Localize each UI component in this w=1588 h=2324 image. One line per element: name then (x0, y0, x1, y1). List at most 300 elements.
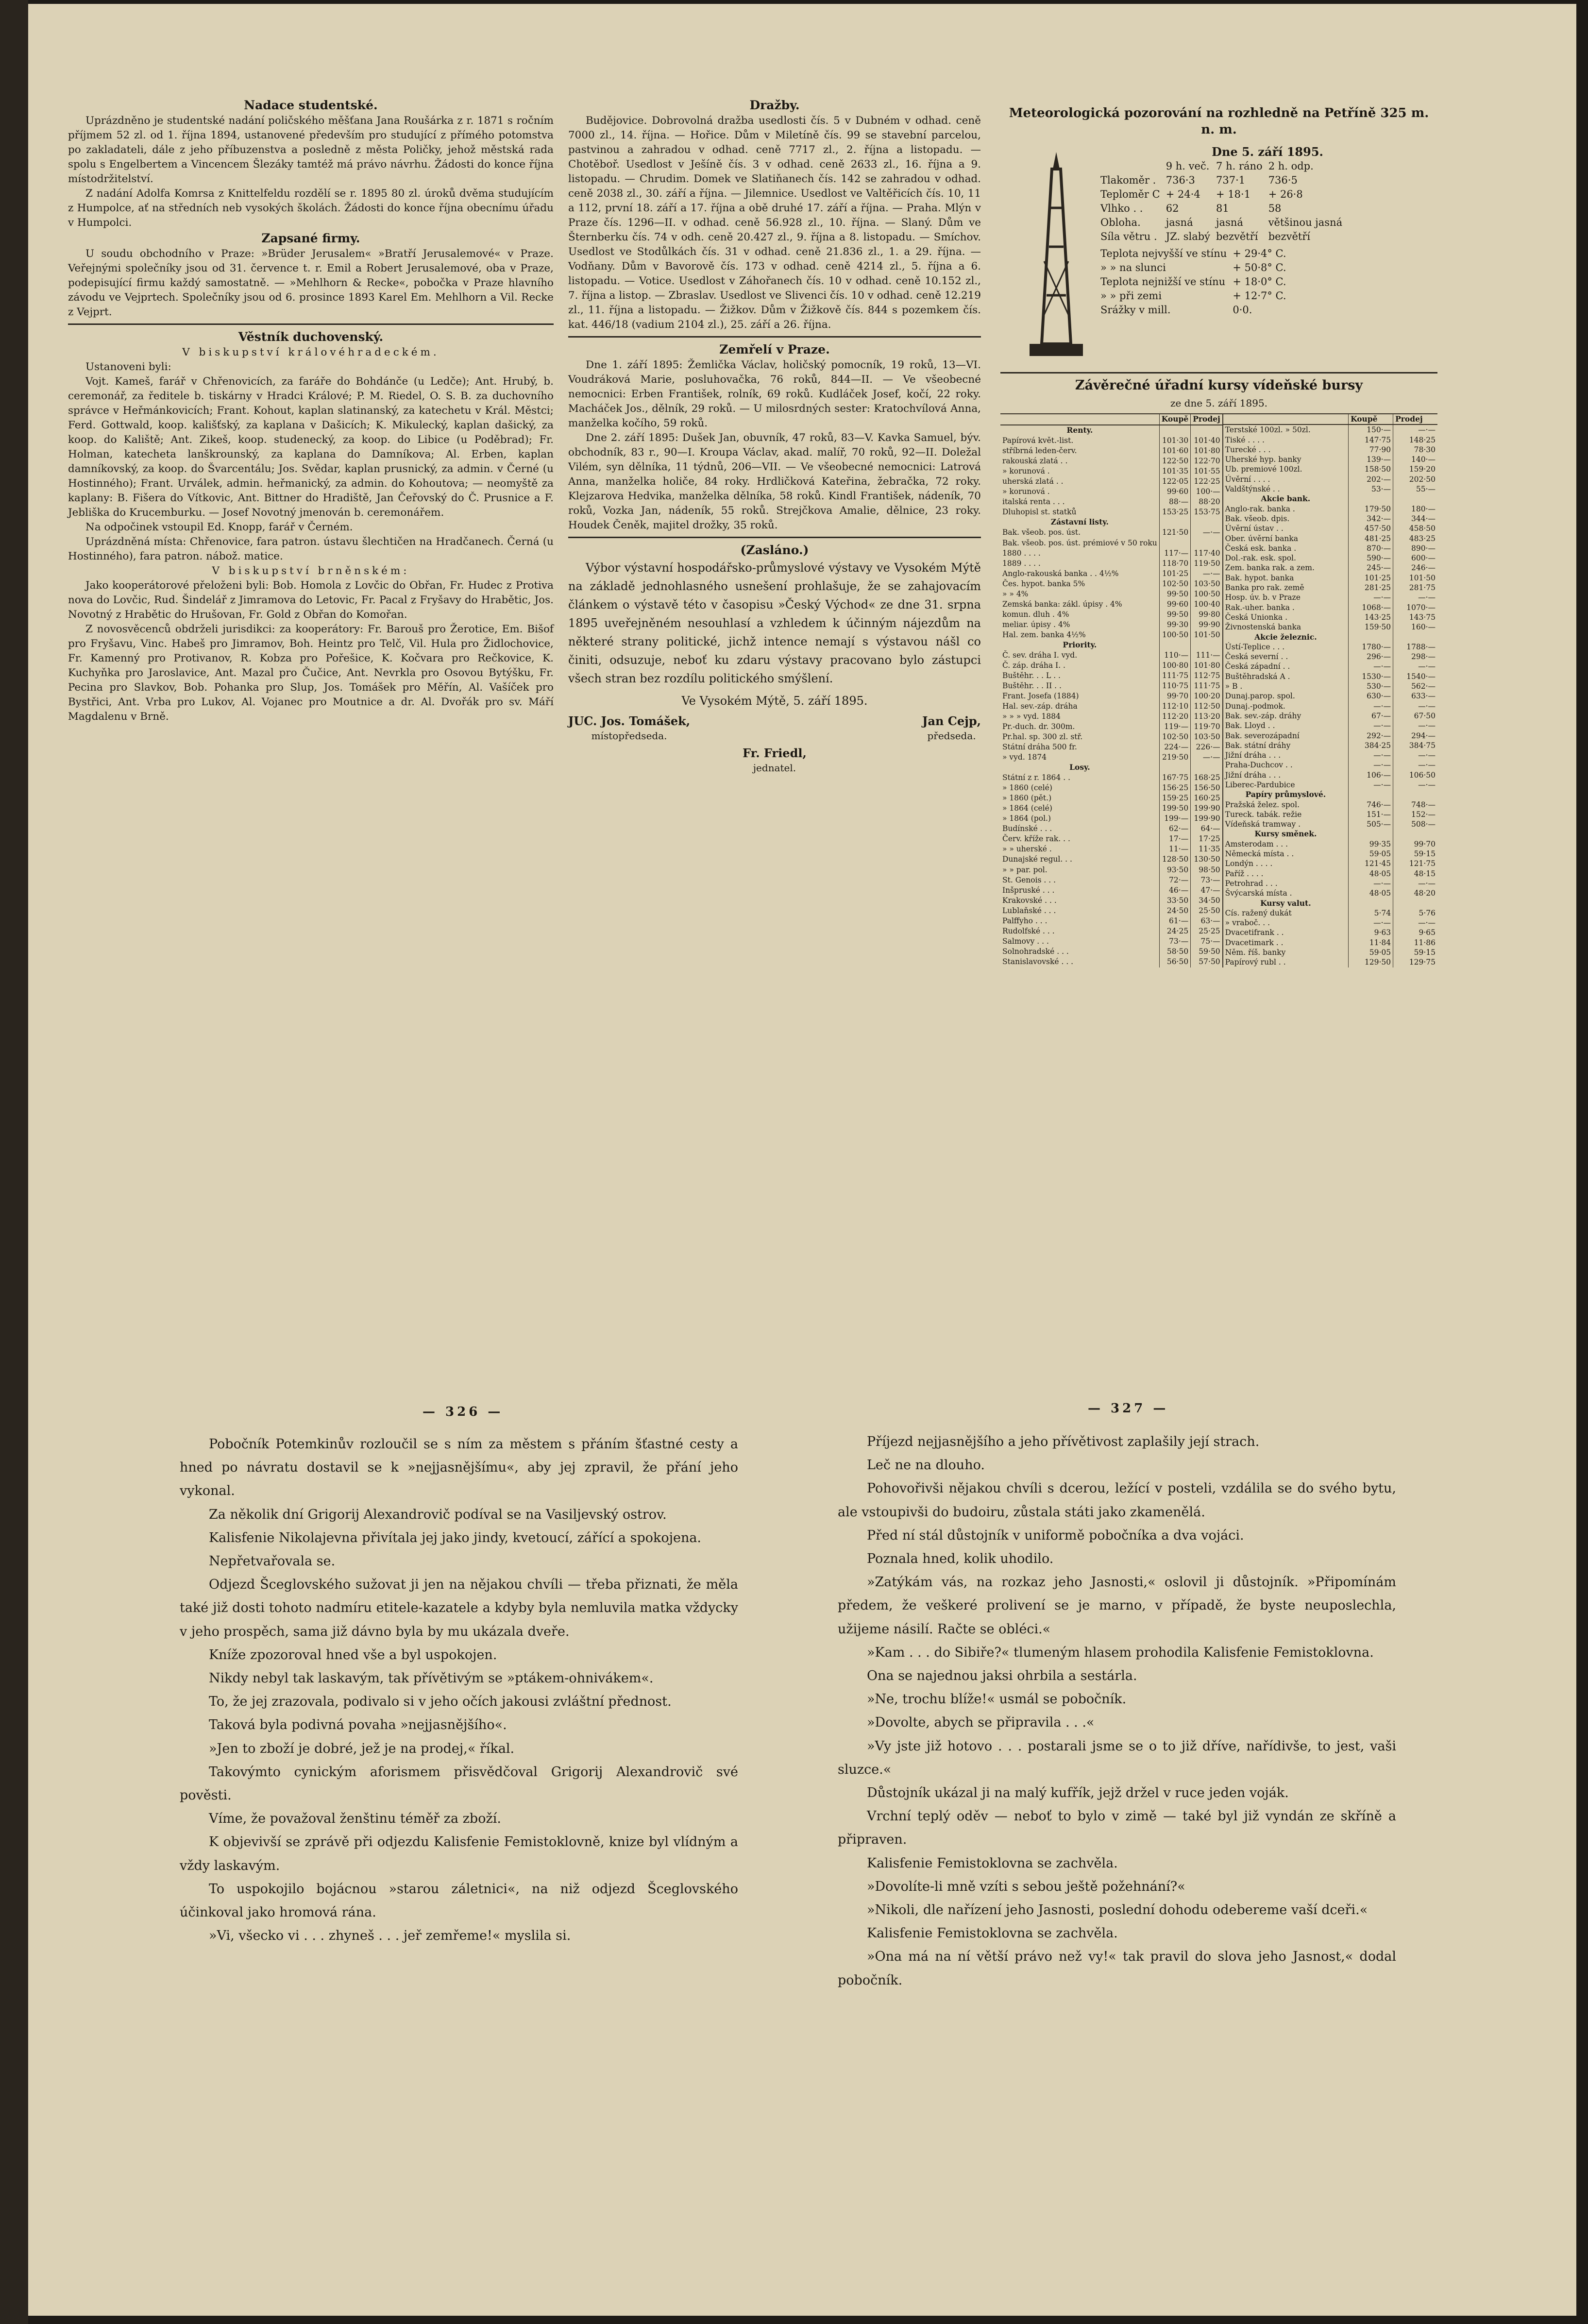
bourse-section-label: Kursy směnek. (1254, 829, 1317, 839)
bourse-sell: —·— (1191, 527, 1222, 538)
bourse-buy: 48·05 (1349, 869, 1393, 879)
bourse-security: rakouská zlatá . . (1002, 457, 1068, 466)
meteo-extremes (1098, 247, 1289, 317)
bourse-section-label: Papíry průmyslové. (1245, 790, 1326, 799)
subheading-brno: V biskupství brněnském: (212, 565, 410, 577)
bourse-buy: 53·— (1349, 484, 1393, 494)
bourse-security: Anglo-rak. banka . (1225, 504, 1295, 513)
bourse-security: Londýn . . . . (1225, 859, 1273, 868)
bourse-buy: 106·— (1349, 770, 1393, 780)
divider (68, 323, 554, 325)
bourse-sell (1191, 538, 1222, 548)
story-page-left (180, 1433, 738, 1948)
bourse-sell: 100·— (1191, 487, 1222, 497)
bourse-row (1000, 661, 1222, 671)
bourse-row (1000, 793, 1222, 803)
bourse-buy: —·— (1349, 918, 1393, 928)
meteo-value: JZ. slabý (1166, 231, 1211, 242)
heading-zaslano: (Zasláno.) (740, 543, 809, 557)
bourse-security: Rudolfské . . . (1002, 926, 1055, 935)
para-deaths-1: Dne 1. září 1895: Žemlička Václav, holičský pomocník, 19 roků, 13—VI. Voudráková Marie, posluhovačka, 76 roků, 844—II. — Ve všeobecné nemocnici: Erben František, rolník, 69 roků. Kudláček Josef, kočí, 22 roky. Macháček Jos., dělník, 29 roků. — U milosrdných sester: Kratochvílová Anna, manželka kočího, 59 roků. (568, 359, 981, 429)
meteo-value: bezvětří (1216, 231, 1258, 242)
bourse-row (1000, 527, 1222, 538)
bourse-security: komun. dluh . 4% (1002, 610, 1069, 619)
bourse-security: Frant. Josefa (1884) (1002, 691, 1079, 700)
subheading-hradec: V biskupství královéhradeckém. (182, 346, 439, 358)
bourse-section (1223, 494, 1437, 504)
bourse-row (1000, 752, 1222, 763)
bourse-sell: —·— (1393, 780, 1437, 790)
bourse-buy: 179·50 (1349, 504, 1393, 514)
bourse-buy: 11·— (1159, 844, 1190, 854)
bourse-security: meliar. úpisy . 4% (1002, 620, 1070, 629)
bourse-security: Ober. úvěrní banka (1225, 534, 1299, 543)
bourse-security: Jižní dráha . . . (1225, 751, 1281, 760)
bourse-row (1223, 879, 1437, 888)
bourse-security: Dvacetifrank . . (1225, 928, 1284, 937)
bourse-sell: 101·50 (1191, 630, 1222, 640)
bourse-sell: 384·75 (1393, 741, 1437, 750)
bourse-buy: 101·30 (1159, 436, 1190, 446)
bourse-buy: 147·75 (1349, 435, 1393, 445)
bourse-row (1223, 711, 1437, 721)
bourse-row (1000, 885, 1222, 896)
story-paragraph: Nikdy nebyl tak laskavým, tak přívětivým se »ptákem-ohnivákem«. (209, 1671, 654, 1686)
bourse-row (1223, 524, 1437, 533)
bourse-buy: —·— (1349, 879, 1393, 888)
bourse-sell: 106·50 (1393, 770, 1437, 780)
bourse-security: Pr.hal. sp. 300 zl. stř. (1002, 732, 1083, 742)
bourse-sell: 11·86 (1393, 938, 1437, 948)
bourse-sell: —·— (1393, 701, 1437, 711)
bourse-security: Jižní dráha . . . (1225, 770, 1281, 780)
bourse-row (1000, 824, 1222, 834)
para-deaths-2: Dne 2. září 1895: Dušek Jan, obuvník, 47 roků, 83—V. Kavka Samuel, býv. obchodník, 83 r., 90—I. Kroupa Václav, akad. malíř, 70 roků, 92—II. Doležal Vilém, syn dělníka, 11 týdnů, 206—VII. — Ve všeobecné nemocnici: Latrová Anna, manželka holiče, 84 roky. Hrdličková Kateřina, žebračka, 72 roky. Klejzarova Hedvika, manželka dělníka, 58 roků. Kindl František, nádeník, 70 roků, Vozka Jan, nádeník, 55 roků. Strejčkova Amalie, dělnice, 23 roky. Houdek Čeněk, majitel drožky, 35 roků. (568, 432, 981, 531)
col-sell: Prodej (1191, 414, 1222, 425)
bourse-buy: 101·60 (1159, 446, 1190, 456)
bourse-sell: 168·25 (1191, 773, 1222, 783)
bourse-row (1000, 466, 1222, 476)
bourse-sell: 67·50 (1393, 711, 1437, 721)
bourse-section (1223, 632, 1437, 642)
bourse-sell: 17·25 (1191, 834, 1222, 844)
meteo-value: 81 (1216, 203, 1229, 214)
bourse-sell: —·— (1191, 569, 1222, 579)
bourse-sell: 156·50 (1191, 783, 1222, 793)
bourse-security: » » par. pol. (1002, 865, 1047, 874)
bourse-row (1000, 773, 1222, 783)
story-paragraph: Taková byla podivná povaha »nejjasnějšího«. (209, 1717, 507, 1733)
bourse-buy: 292·— (1349, 731, 1393, 741)
bourse-security: » » 4% (1002, 589, 1029, 598)
bourse-sell: 140·— (1393, 455, 1437, 464)
story-paragraph: »Jen to zboží je dobré, jež je na prodej,« říkal. (209, 1741, 515, 1756)
bourse-row (1223, 780, 1437, 790)
bourse-buy: 24·50 (1159, 906, 1190, 916)
story-paragraph: To uspokojilo bojácnou »starou záletnici«, na niž odjezd Šceglovského účinkoval jako hromová rána. (180, 1881, 738, 1920)
bourse-sell: 34·50 (1191, 896, 1222, 906)
bourse-security: Papírová květ.-list. (1002, 436, 1074, 445)
bourse-row (1000, 916, 1222, 926)
bourse-row (1000, 620, 1222, 630)
bourse-buy: 59·05 (1349, 849, 1393, 859)
bourse-buy: 384·25 (1349, 741, 1393, 750)
bourse-buy: 150·— (1349, 424, 1393, 435)
bourse-security: Tureck. tabák. režie (1225, 810, 1302, 819)
story-paragraph: Kníže zpozoroval hned vše a byl uspokojen. (209, 1647, 497, 1662)
para-foundation-2: Z nadání Adolfa Komrsa z Knittelfeldu rozdělí se r. 1895 80 zl. úroků dvěma studujícím z Humpolce, ať na středních neb vysokých školách. Žádosti do konce října obecnímu úřadu v Humpolci. (68, 187, 554, 229)
bourse-security: Červ. kříže rak. . . (1002, 834, 1070, 844)
bourse-security: Čes. hypot. banka 5% (1002, 579, 1085, 588)
bourse-row (1223, 514, 1437, 524)
story-paragraph: Kalisfenie Femistoklovna se zachvěla. (867, 1926, 1118, 1941)
bourse-sell: 101·50 (1393, 573, 1437, 583)
meteo-label: Tlakoměr . (1100, 174, 1156, 186)
bourse-sell: 160·— (1393, 622, 1437, 632)
bourse-sell: 100·20 (1191, 691, 1222, 701)
bourse-buy: 224·— (1159, 742, 1190, 752)
bourse-security: » vyd. 1874 (1002, 753, 1047, 762)
bourse-sell: —·— (1393, 918, 1437, 928)
bourse-security: Bak. Lloyd . . (1225, 721, 1275, 730)
bourse-security: Zem. banka rak. a zem. (1225, 563, 1315, 573)
bourse-table-right (1222, 413, 1437, 967)
bourse-row (1223, 593, 1437, 602)
meteo-extreme-label: Teplota nejvyšší ve stínu (1100, 248, 1227, 259)
bourse-sell: 5·76 (1393, 908, 1437, 918)
bourse-buy: 121·50 (1159, 527, 1190, 538)
bourse-buy: 99·60 (1159, 487, 1190, 497)
heading-clergy: Věstník duchovenský. (238, 330, 384, 344)
story-paragraph: »Zatýkám vás, na rozkaz jeho Jasnosti,« oslovil ji důstojník. »Připomínám předem, že veškeré prolivení se je marno, v případě, že byste neuposlechla, užijeme násilí. Račte se obléci.« (838, 1575, 1396, 1637)
signature-friedl: Fr. Friedl, (743, 746, 807, 760)
signature-title-3: jednatel. (753, 762, 796, 774)
bourse-row (1223, 563, 1437, 573)
story-paragraph: Ona se najednou jaksi ohrbila a sestárla. (867, 1668, 1137, 1684)
bourse-security: » 1860 (celé) (1002, 783, 1052, 793)
bourse-security: Bak. všeob. pos. úst. prémiové v 50 roku (1002, 538, 1157, 547)
meteo-extreme-value: 0·0. (1233, 304, 1252, 316)
bourse-buy: 199·— (1159, 814, 1190, 824)
bourse-buy: 122·50 (1159, 456, 1190, 466)
bourse-section (1223, 899, 1437, 908)
meteo-value: většinou jasná (1268, 217, 1343, 228)
bourse-buy: 281·25 (1349, 583, 1393, 593)
bourse-tables (1000, 413, 1437, 967)
bourse-row (1223, 770, 1437, 780)
bourse-security: 1889 . . . . (1002, 559, 1041, 568)
bourse-row (1000, 783, 1222, 793)
story-paragraph: Před ní stál důstojník v uniformě pobočníka a dva vojáci. (867, 1527, 1244, 1543)
bourse-security: Banka pro rak. země (1225, 583, 1304, 593)
bourse-buy: 219·50 (1159, 752, 1190, 763)
bourse-buy: 119·— (1159, 722, 1190, 732)
heading-firms: Zapsané firmy. (261, 231, 360, 245)
bourse-security: Praha-Duchcov . . (1225, 761, 1293, 770)
bourse-security: Bak. státní dráhy (1225, 741, 1291, 750)
bourse-sell: 99·90 (1191, 620, 1222, 630)
bourse-buy: 481·25 (1349, 534, 1393, 543)
bourse-buy: 296·— (1349, 652, 1393, 662)
story-paragraph: Nepřetvařovala se. (209, 1554, 336, 1569)
bourse-date: ze dne 5. září 1895. (1170, 397, 1268, 409)
bourse-row (1000, 834, 1222, 844)
bourse-security: Zemská banka: zákl. úpisy . 4% (1002, 599, 1122, 609)
bourse-sell: 119·70 (1191, 722, 1222, 732)
bourse-row (1000, 957, 1222, 967)
bourse-section (1000, 517, 1222, 527)
bourse-buy: 67·— (1349, 711, 1393, 721)
bourse-sell: 98·50 (1191, 865, 1222, 875)
bourse-row (1223, 464, 1437, 474)
bourse-sell: 483·25 (1393, 534, 1437, 543)
bourse-security: Uherské hyp. banky (1225, 455, 1301, 464)
story-paragraph: »Vy jste již hotovo . . . postarali jsme se o to již dříve, nařídivše, to jest, vaši sluzce.« (838, 1738, 1396, 1777)
story-page-right (838, 1430, 1396, 1992)
bourse-row (1000, 906, 1222, 916)
bourse-sell: 101·55 (1191, 466, 1222, 476)
bourse-sell: 246·— (1393, 563, 1437, 573)
meteo-extreme-label: » » na slunci (1100, 262, 1166, 273)
bourse-row (1223, 938, 1437, 948)
bourse-row (1223, 543, 1437, 553)
bourse-buy: 93·50 (1159, 865, 1190, 875)
bourse-security: Živnostenská banka (1225, 623, 1301, 632)
story-paragraph: Víme, že považoval ženštinu téměř za zboží. (209, 1811, 501, 1827)
bourse-buy: 99·35 (1349, 839, 1393, 849)
bourse-sell: 298·— (1393, 652, 1437, 662)
heading-meteorology: Meteorologická pozorování na rozhledně na Petříně 325 m. n. m. (1009, 106, 1429, 137)
meteo-value: bezvětří (1268, 231, 1311, 242)
bourse-row (1223, 455, 1437, 464)
bourse-section (1000, 425, 1222, 436)
bourse-row (1000, 456, 1222, 466)
meteo-value: 62 (1166, 203, 1179, 214)
bourse-buy: 245·— (1349, 563, 1393, 573)
heading-bourse: Závěrečné úřadní kursy vídeňské bursy (1075, 378, 1363, 393)
bourse-buy: 151·— (1349, 810, 1393, 819)
bourse-security: St. Genois . . . (1002, 875, 1056, 884)
bourse-security: » » uherské . (1002, 845, 1052, 854)
bourse-buy: —·— (1349, 593, 1393, 602)
bourse-sell: 143·75 (1393, 612, 1437, 622)
meteo-value: + 24·4 (1166, 188, 1200, 200)
bourse-buy: 88·— (1159, 497, 1190, 507)
bourse-sell: —·— (1393, 424, 1437, 435)
meteo-extreme-label: Srážky v mill. (1100, 304, 1171, 316)
bourse-section-label: Priority. (1063, 640, 1097, 649)
bourse-sell: 199·90 (1191, 814, 1222, 824)
bourse-row (1223, 445, 1437, 455)
bourse-security: » 1864 (celé) (1002, 804, 1052, 813)
page-number-326: — 326 — (422, 1405, 504, 1419)
story-paragraph: »Dovolte, abych se připravila . . .« (867, 1715, 1095, 1730)
bourse-row (1000, 681, 1222, 691)
bourse-buy: 99·50 (1159, 610, 1190, 620)
meteo-extreme-value: + 50·8° C. (1233, 262, 1286, 273)
para-clergy-3: Uprázdněná místa: Chřenovice, fara patron. ústavu šlechtičen na Hradčanech. Černá (u Hostinného), fara patron. nábož. matice. (68, 536, 554, 562)
bourse-security: Švýcarská místa . (1225, 889, 1292, 898)
bourse-sell: —·— (1393, 662, 1437, 671)
bourse-buy: 746·— (1349, 800, 1393, 810)
bourse-sell: 25·25 (1191, 926, 1222, 936)
bourse-sell: —·— (1191, 752, 1222, 763)
bourse-security: Česká Unionka . (1225, 612, 1288, 622)
bourse-row (1000, 476, 1222, 487)
bourse-sell: 281·75 (1393, 583, 1437, 593)
heading-auctions: Dražby. (749, 98, 800, 112)
signature-tomasek: JUC. Jos. Tomášek, (568, 714, 691, 728)
bourse-row (1000, 691, 1222, 701)
bourse-security: 1880 . . . . (1002, 548, 1041, 558)
bourse-sell: 458·50 (1393, 524, 1437, 533)
para-clergy-1: Vojt. Kameš, farář v Chřenovicích, za faráře do Bohdánče (u Ledče); Ant. Hrubý, b. ceremonář, za ředitele b. tiskárny v Hradci Králové; P. M. Riedel, O. S. B. za duchovního správce v Heřmánkovicích; Frant. Kohout, kaplan slatinanský, za katechetu v Král. Městci; Ferd. Gottwald, koop. kališťský, za kaplana v Dašicích; K. Mikulecký, kaplan dašický, za koop. do Kaliště; Ant. Zikeš, koop. studenecký, za koop. do Libice (u Poděbrad); Fr. Holman, katecheta lanškrounský, za kaplana do Damníkova; Al. Erben, kaplan damníkovský, za koop. do Švarcentálu; Jos. Svědar, kaplan prusnický, za admin. v Černé (u Hostinného); Frant. Urválek, admin. heřmanický, za admin. do Kohoutova; — neomyště za kaplany: B. Fišera do Vítkovic, Ant. Bittner do Hradiště, Jan Čeřovský do Č. Prusnice a F. Jebliška do Krucemburku. — Josef Novotný jmenován b. ceremonářem. (68, 375, 554, 519)
bourse-sell: 99·80 (1191, 610, 1222, 620)
bourse-row (1000, 497, 1222, 507)
bourse-security: Dol.-rak. esk. spol. (1225, 554, 1296, 563)
column-middle (568, 97, 981, 775)
meteo-label: Síla větru . (1100, 231, 1157, 242)
bourse-buy: 158·50 (1349, 464, 1393, 474)
bourse-buy: 1780·— (1349, 642, 1393, 652)
bourse-sell: 47·— (1191, 885, 1222, 896)
para-clergy-5: Z novosvěcenců obdrželi jurisdikci: za kooperátory: Fr. Barouš pro Žerotice, Em. Bišof pro Fryšavu, Vinc. Habeš pro Jimramov, Boh. Heintz pro Telč, Vil. Hula pro Židlochovice, Fr. Kamenný pro Protivanov, R. Kobza pro Pořešice, K. Kočvara pro Rečkovice, K. Kuchyňka pro Jaroslavice, Ant. Mazal pro Čučice, Ant. Nevrkla pro Osovou Bytýšku, Fr. Pecina pro Slavkov, Bob. Pohanka pro Slup, Jos. Tomášek pro Měřín, Al. Vašíček pro Bystřici, Ant. Vrba pro Lukov, Al. Vojanec pro Moutnice a dr. Al. Dvořák pro sv. Máří Magdalenu v Brně. (68, 623, 554, 723)
story-paragraph: Pohovořivši nějakou chvíli s dcerou, ležící v posteli, vzdálila se do svého bytu, ale vstoupivši do budoiru, zůstala státi jako zkamenělá. (838, 1481, 1396, 1520)
heading-deaths: Zemřelí v Praze. (719, 342, 830, 356)
bourse-sell: 75·— (1191, 936, 1222, 947)
bourse-row (1000, 926, 1222, 936)
bourse-sell: 88·20 (1191, 497, 1222, 507)
bourse-section (1223, 790, 1437, 799)
meteo-value: + 26·8 (1268, 188, 1303, 200)
meteo-extreme-value: + 12·7° C. (1233, 290, 1286, 302)
bourse-buy: 121·45 (1349, 859, 1393, 868)
bourse-security: Vídeňská tramway . (1225, 820, 1301, 829)
bourse-security: Česká severní . . (1225, 652, 1288, 662)
bourse-buy: 77·90 (1349, 445, 1393, 455)
bourse-security: Stanislavovské . . . (1002, 957, 1074, 966)
bourse-security: stříbrná leden-červ. (1002, 446, 1077, 456)
story-paragraph: Takovýmto cynickým aforismem přisvědčoval Grigorij Alexandrovič své pověsti. (180, 1764, 738, 1803)
bourse-sell: 562·— (1393, 681, 1437, 691)
bourse-buy: 56·50 (1159, 957, 1190, 967)
bourse-row (1000, 854, 1222, 865)
bourse-row (1000, 548, 1222, 559)
meteo-value: 736·3 (1166, 174, 1195, 186)
bourse-buy: 112·10 (1159, 701, 1190, 712)
bourse-security: Salmovy . . . (1002, 936, 1049, 946)
signature-cejp: Jan Cejp, (922, 714, 981, 728)
bourse-sell: 148·25 (1393, 435, 1437, 445)
divider (568, 537, 981, 538)
bourse-sell: —·— (1393, 760, 1437, 770)
meteo-value: jasná (1216, 217, 1243, 228)
bourse-buy: 58·50 (1159, 947, 1190, 957)
bourse-security: Č. záp. dráha I. . (1002, 661, 1065, 670)
bourse-security: uherská zlatá . . (1002, 477, 1064, 486)
bourse-section-label: Kursy valut. (1260, 898, 1311, 908)
bourse-buy: 870·— (1349, 543, 1393, 553)
bourse-buy: —·— (1349, 662, 1393, 671)
bourse-row (1000, 610, 1222, 620)
bourse-buy: 111·75 (1159, 671, 1190, 681)
bourse-row (1000, 742, 1222, 752)
bourse-row (1223, 424, 1437, 435)
bourse-buy: 159·50 (1349, 622, 1393, 632)
bourse-sell: 103·50 (1191, 732, 1222, 742)
bourse-row (1000, 446, 1222, 456)
bourse-section (1223, 829, 1437, 839)
bourse-row (1223, 859, 1437, 868)
bourse-sell: —·— (1393, 879, 1437, 888)
bourse-row (1000, 814, 1222, 824)
notice-place: Ve Vysokém Mýtě, 5. září 1895. (681, 694, 868, 708)
bourse-row (1223, 849, 1437, 859)
bourse-sell: 153·75 (1191, 507, 1222, 517)
bourse-row (1223, 721, 1437, 730)
bourse-sell: 119·50 (1191, 559, 1222, 569)
bourse-row (1223, 681, 1437, 691)
bourse-security: » B . (1225, 682, 1243, 691)
story-paragraph: K objevivší se zprávě při odjezdu Kalisfenie Femistoklovně, knize byl vlídným a vždy laskavým. (180, 1834, 738, 1873)
bourse-section-label: Akcie železnic. (1254, 632, 1317, 642)
bourse-security: » korunová . (1002, 467, 1050, 476)
bourse-buy: 110·— (1159, 650, 1190, 661)
col-buy: Koupě (1159, 414, 1190, 425)
bourse-security: Dluhopisl st. statků (1002, 508, 1077, 517)
bourse-security: Paříž . . . . (1225, 869, 1264, 878)
column-left (68, 97, 554, 724)
para-clergy-appointed: Ustanoveni byli: (85, 361, 171, 373)
bourse-row (1000, 650, 1222, 661)
bourse-security: Hosp. úv. b. v Praze (1225, 593, 1301, 602)
page-number-327: — 327 — (1088, 1401, 1169, 1416)
bourse-section-label: Renty. (1066, 425, 1093, 435)
bourse-sell: 160·25 (1191, 793, 1222, 803)
bourse-section-label: Losy. (1069, 763, 1090, 772)
bourse-security: Buštěhr. . . L . . (1002, 671, 1061, 680)
bourse-security: Buštěhr. . . II . . (1002, 681, 1062, 690)
bourse-security: » » » vyd. 1884 (1002, 712, 1061, 721)
bourse-section (1000, 640, 1222, 650)
para-clergy-4: Jako kooperátorové přeloženi byli: Bob. Homola z Lovčic do Obřan, Fr. Hudec z Protiva nova do Lovčic, Rud. Šindelář z Jimramova do Letovic, Fr. Pacal z Fryšavy do Hrabětic, Jos. Novotný z Hrabětic do Hrušovan, Fr. Gold z Obřan do Komořan. (68, 579, 554, 621)
bourse-row (1223, 504, 1437, 514)
bourse-buy: 590·— (1349, 553, 1393, 563)
bourse-row (1223, 612, 1437, 622)
bourse-row (1000, 844, 1222, 854)
bourse-row (1223, 760, 1437, 770)
bourse-sell: 112·50 (1191, 701, 1222, 712)
bourse-row (1000, 947, 1222, 957)
bourse-row (1223, 957, 1437, 967)
bourse-security: » vraboč. . . (1225, 918, 1270, 928)
bourse-row (1000, 559, 1222, 569)
bourse-row (1000, 569, 1222, 579)
para-foundation-1: Uprázdněno je studentské nadání poličského měšťana Jana Roušárka z r. 1871 s ročním příjmem 52 zl. od 1. října 1894, ustanovené především pro studující z přímého potomstva po zakladateli, dále z jeho příbuzenstva a posledně z města Poličky, jehož městská rada spolu s Engelbertem a Vincencem Šlezáky tamtéž má právo návrhu. Žádosti do konce října místodržitelství. (68, 115, 554, 185)
bourse-security: Bak. hypot. banka (1225, 573, 1294, 582)
bourse-buy: 99·60 (1159, 599, 1190, 610)
bourse-buy: 46·— (1159, 885, 1190, 896)
bourse-sell: 48·15 (1393, 869, 1437, 879)
bourse-row (1223, 888, 1437, 898)
bourse-sell: 100·40 (1191, 599, 1222, 610)
bourse-security: Terstské 100zl. » 50zl. (1225, 425, 1311, 435)
bourse-buy (1159, 538, 1190, 548)
bourse-security: Dunaj.parop. spol. (1225, 692, 1295, 701)
signatures (568, 714, 981, 743)
story-paragraph: Kalisfenie Femistoklovna se zachvěla. (867, 1855, 1118, 1871)
bourse-buy: 117·— (1159, 548, 1190, 559)
